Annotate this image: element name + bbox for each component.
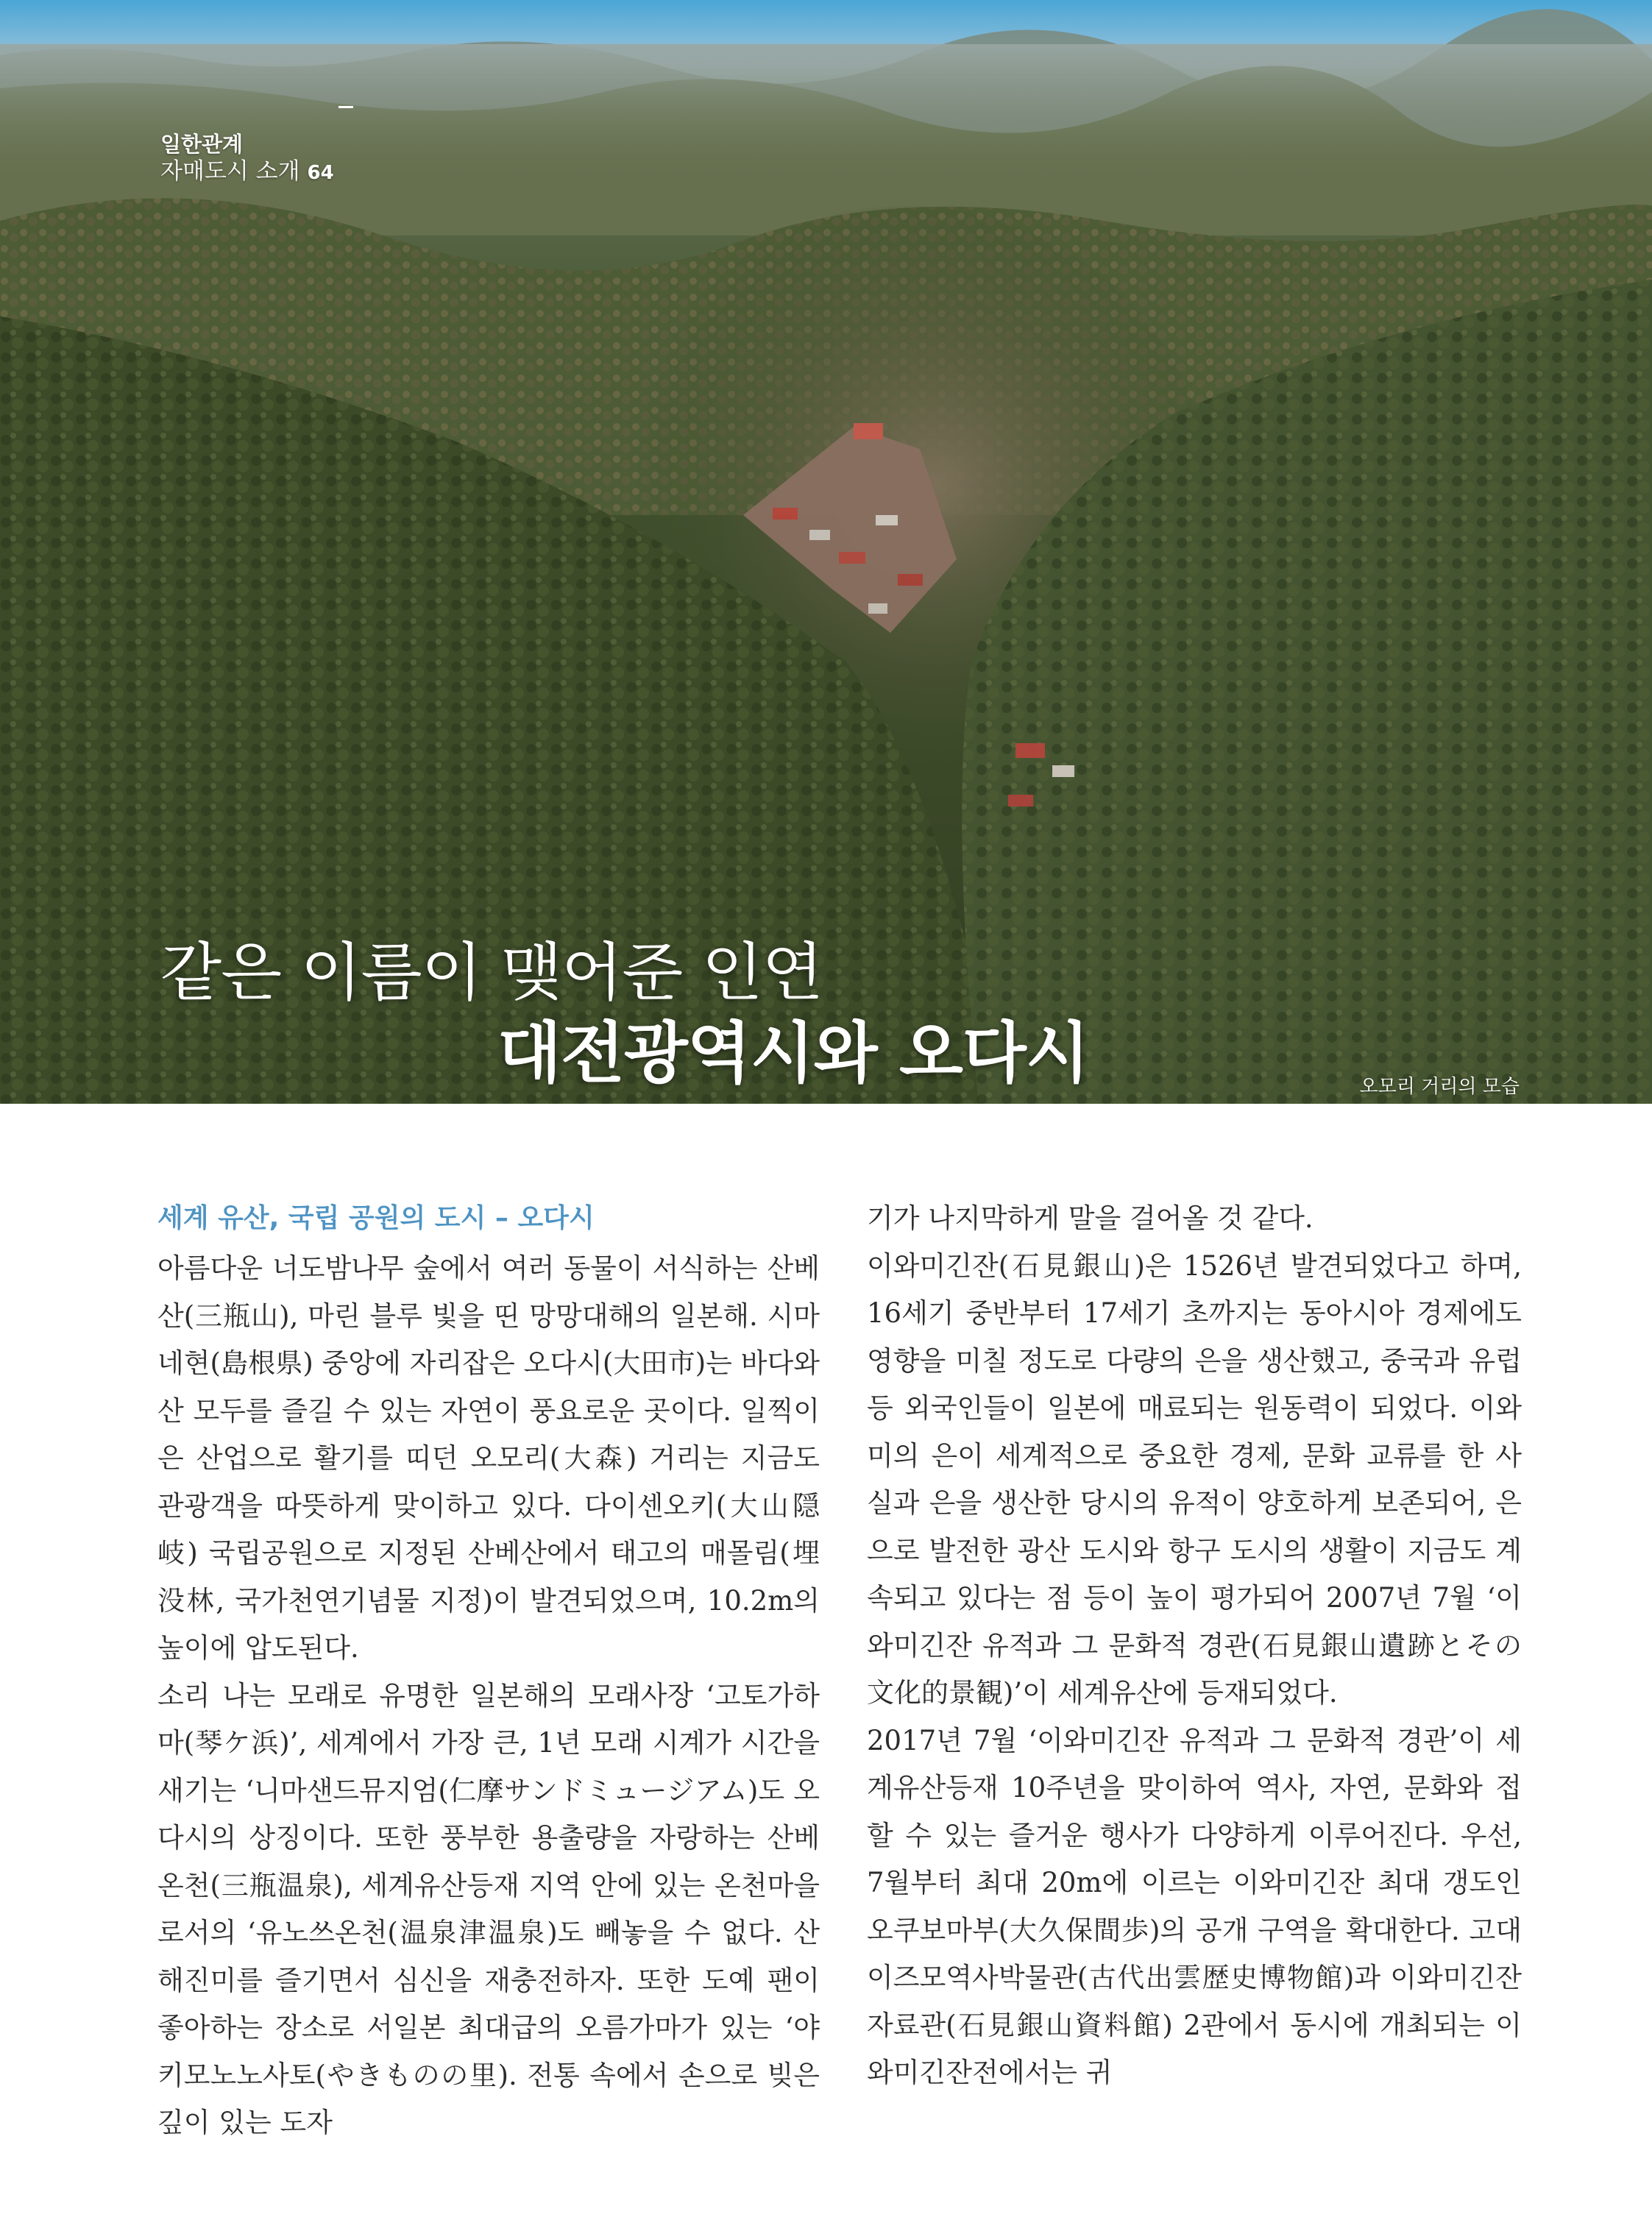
article-right-column	[867, 1195, 1522, 2097]
right-paragraph-1: 기가 나지막하게 말을 걸어올 것 같다.	[867, 1202, 1314, 1234]
right-paragraph-3: 2017년 7월 ‘이와미긴잔 유적과 그 문화적 경관’이 세계유산등재 10주년을 맞이하여 역사, 자연, 문화와 접할 수 있는 즐거운 행사가 다양하게 이루어진다. 우선, 7월부터 최대 20m에 이르는 이와미긴잔 최대 갱도인 오쿠보마부(大久保間歩)의 공개 구역을 확대한다. 고대 이즈모역사박물관(古代出雲歴史博物館)과 이와미긴잔자료관(石見銀山資料館) 2관에서 동시에 개최되는 이와미긴잔전에서는 귀	[867, 1724, 1522, 2088]
section-tag	[160, 131, 334, 186]
page-number: 64	[307, 162, 334, 185]
article-heading: 세계 유산, 국립 공원의 도시 – 오다시	[157, 1203, 595, 1233]
section-series: 자매도시 소개	[160, 158, 300, 185]
photo-caption: 오모리 거리의 모습	[1359, 1076, 1520, 1098]
hero-photo	[0, 0, 1652, 1104]
left-paragraph-2: 소리 나는 모래로 유명한 일본해의 모래사장 ‘고토가하마(琴ケ浜)’, 세계에서 가장 큰, 1년 모래 시계가 시간을 새기는 ‘니마샌드뮤지엄(仁摩サンドミュージアム)도 오다시의 상징이다. 또한 풍부한 용출량을 자랑하는 산베온천(三瓶温泉), 세계유산등재 지역 안에 있는 온천마을로서의 ‘유노쓰온천(温泉津温泉)도 빼놓을 수 없다. 산해진미를 즐기면서 심신을 재충전하자. 또한 도예 팬이 좋아하는 장소로 서일본 최대급의 오름가마가 있는 ‘야키모노노사토(やきものの里). 전통 속에서 손으로 빚은 깊이 있는 도자	[157, 1679, 820, 2138]
hero-title-line2: 대전광역시와 오다시	[497, 1015, 1089, 1092]
section-category: 일한관계	[160, 132, 244, 157]
right-paragraph-2: 이와미긴잔(石見銀山)은 1526년 발견되었다고 하며, 16세기 중반부터 17세기 초까지는 동아시아 경제에도 영향을 미칠 정도로 다량의 은을 생산했고, 중국과 유럽 등 외국인들이 일본에 매료되는 원동력이 되었다. 이와미의 은이 세계적으로 중요한 경제, 문화 교류를 한 사실과 은을 생산한 당시의 유적이 양호하게 보존되어, 은으로 발전한 광산 도시와 항구 도시의 생활이 지금도 계속되고 있다는 점 등이 높이 평가되어 2007년 7월 ‘이와미긴잔 유적과 그 문화적 경관(石見銀山遺跡とその文化的景観)’이 세계유산에 등재되었다.	[867, 1249, 1522, 1709]
tag-dash-decoration	[338, 106, 353, 108]
left-paragraph-1: 아름다운 너도밤나무 숲에서 여러 동물이 서식하는 산베산(三瓶山), 마린 블루 빛을 띤 망망대해의 일본해. 시마네현(島根県) 중앙에 자리잡은 오다시(大田市)는 바다와 산 모두를 즐길 수 있는 자연이 풍요로운 곳이다. 일찍이 은 산업으로 활기를 띠던 오모리(大森) 거리는 지금도 관광객을 따뜻하게 맞이하고 있다. 다이센오키(大山隠岐) 국립공원으로 지정된 산베산에서 태고의 매몰림(埋没林, 국가천연기념물 지정)이 발견되었으며, 10.2m의 높이에 압도된다.	[157, 1252, 820, 1664]
hero-title-line1: 같은 이름이 맺어준 인연	[160, 936, 823, 1010]
article-left-column	[157, 1195, 820, 2147]
